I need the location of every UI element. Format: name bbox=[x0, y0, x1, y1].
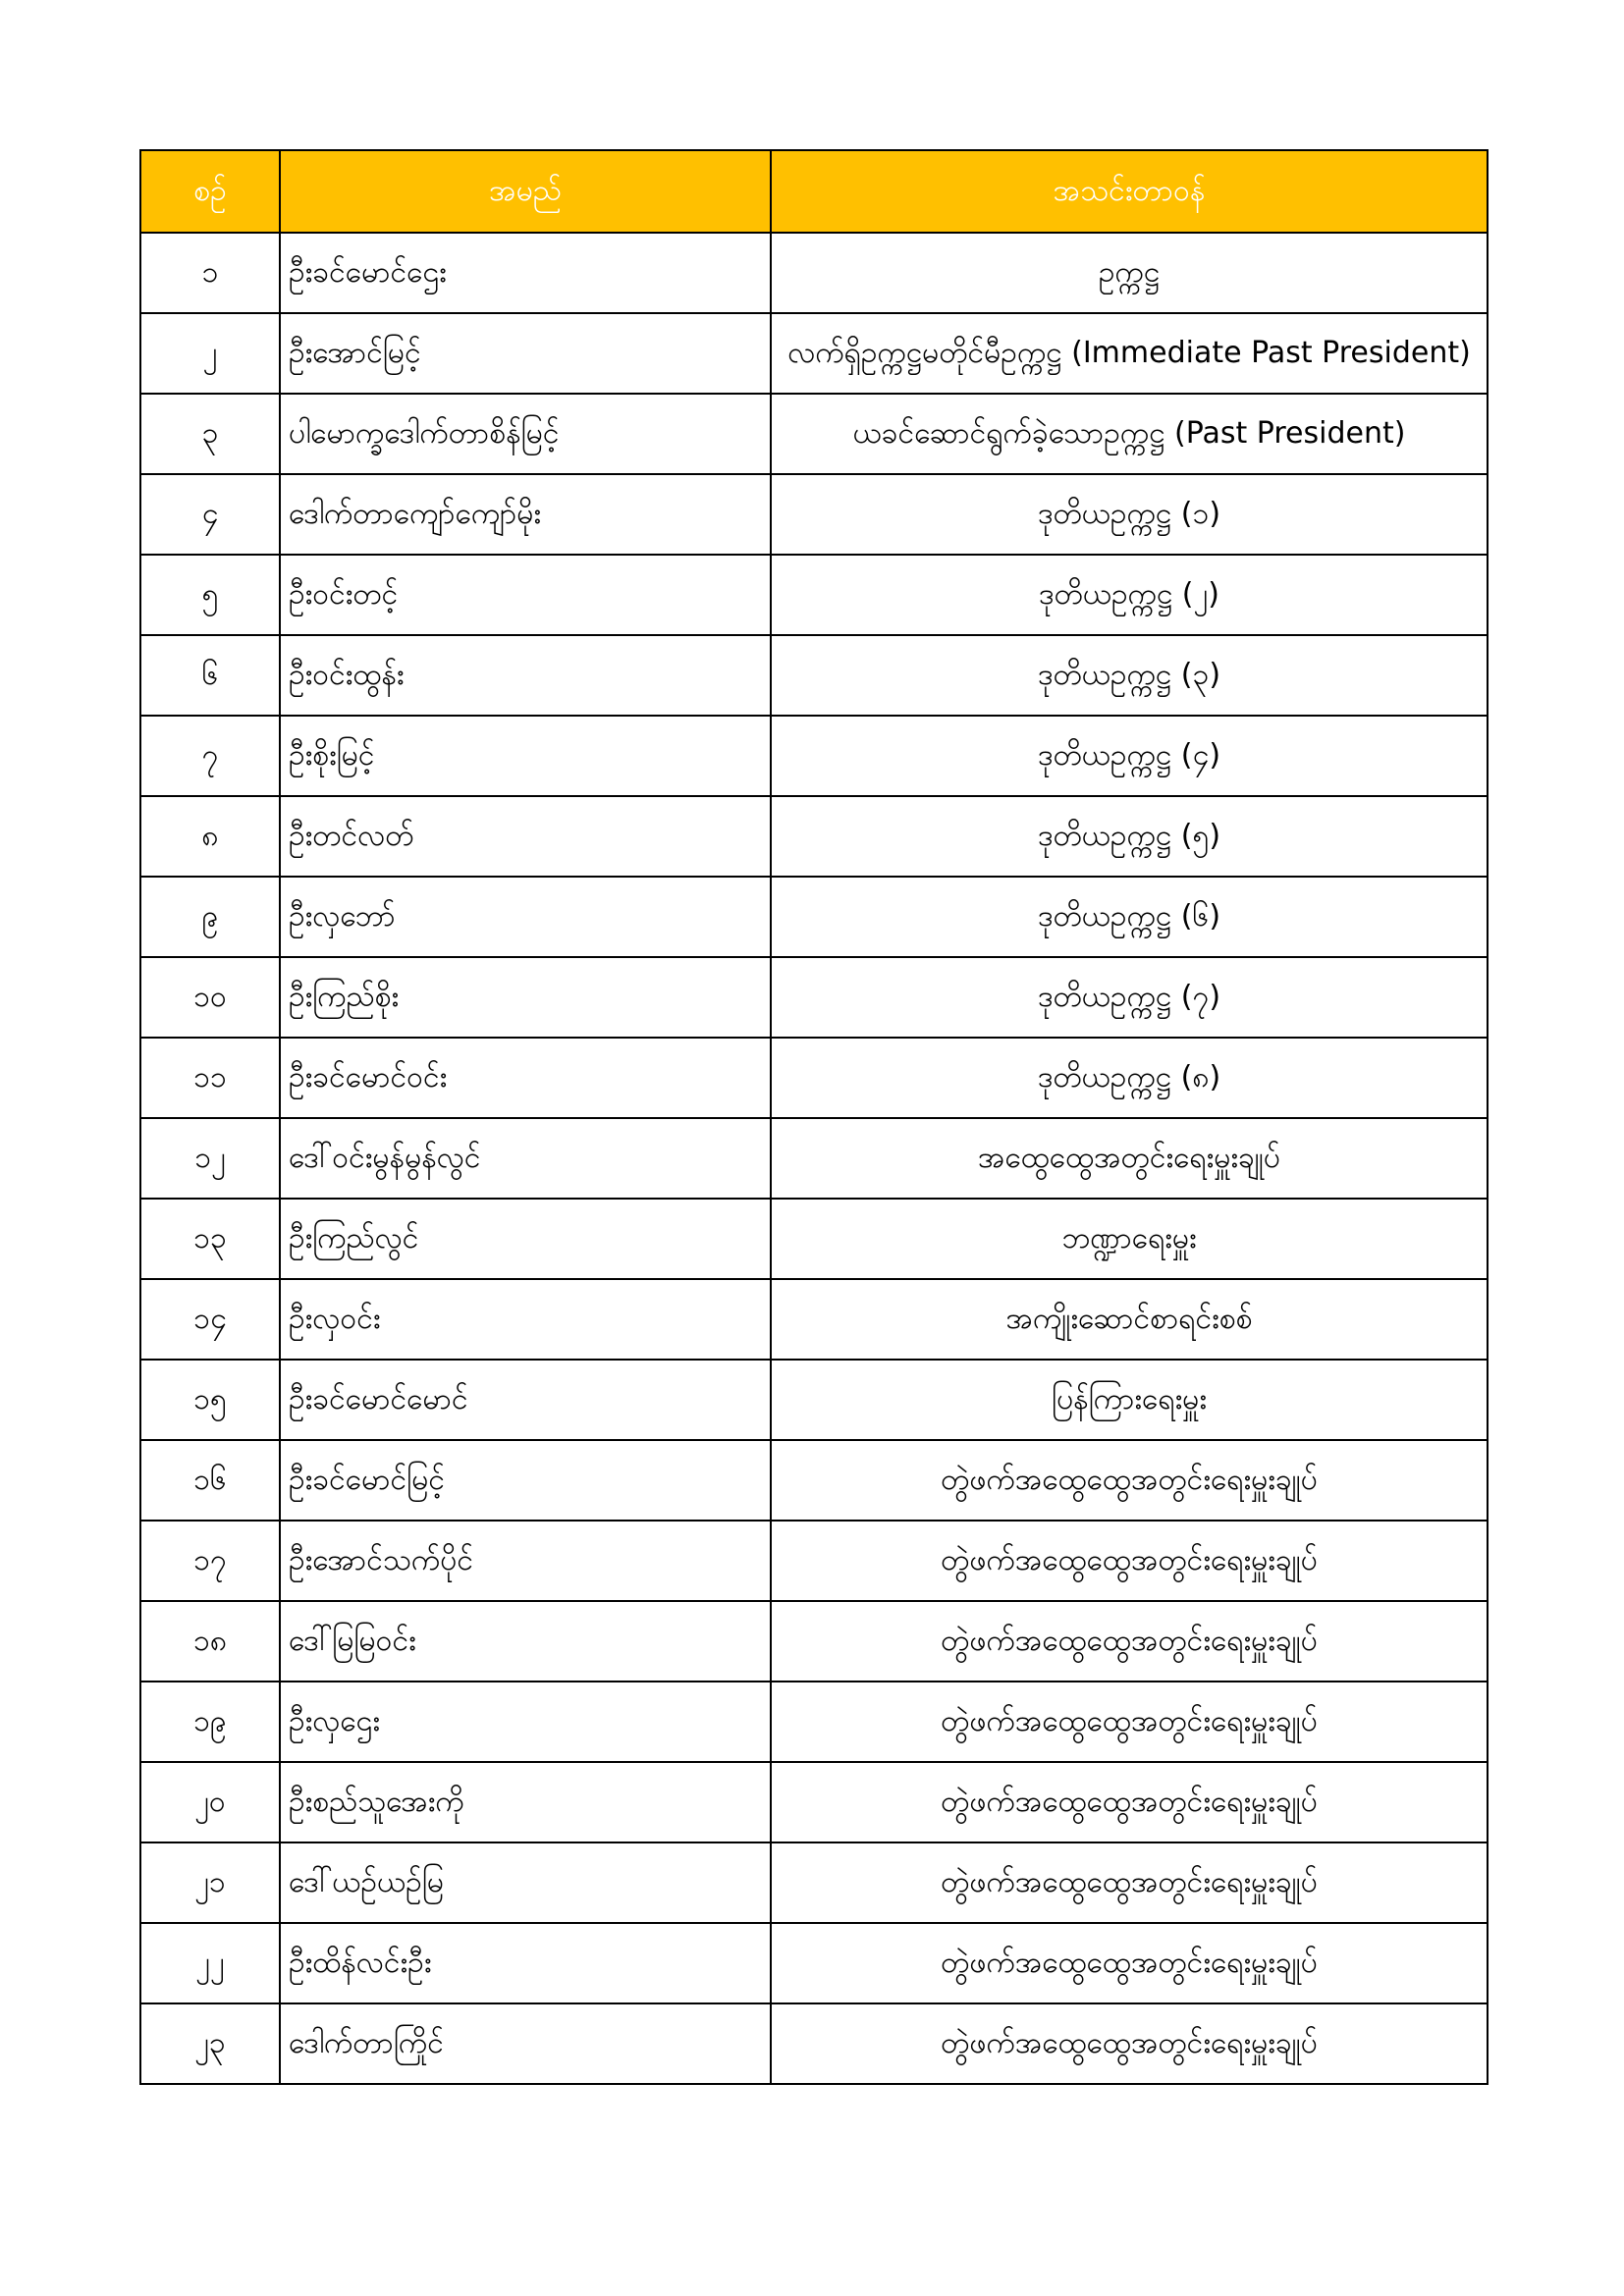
table-row bbox=[140, 1601, 1488, 1682]
member-position: အထွေထွေအတွင်းရေးမှူးချုပ် bbox=[771, 1118, 1488, 1199]
row-number: ၁၄ bbox=[140, 1279, 280, 1360]
table-row bbox=[140, 1842, 1488, 1923]
header-position: အသင်းတာဝန် bbox=[771, 150, 1488, 233]
member-name: ဦးခင်မောင်မောင် bbox=[280, 1360, 771, 1440]
table-row bbox=[140, 1038, 1488, 1118]
member-position: ဥက္ကဋ္ဌ bbox=[771, 233, 1488, 313]
member-position: ဒုတိယဥက္ကဋ္ဌ (၈) bbox=[771, 1038, 1488, 1118]
table-row bbox=[140, 1682, 1488, 1762]
row-number: ၁ bbox=[140, 233, 280, 313]
member-name: ဦးကြည်စိုး bbox=[280, 957, 771, 1038]
member-name: ဦးခင်မောင်ဝင်း bbox=[280, 1038, 771, 1118]
member-name: ဦးလှဘော် bbox=[280, 877, 771, 957]
table-row bbox=[140, 474, 1488, 555]
member-position: ဒုတိယဥက္ကဋ္ဌ (၆) bbox=[771, 877, 1488, 957]
member-position: ပြန်ကြားရေးမှူး bbox=[771, 1360, 1488, 1440]
table-row bbox=[140, 1118, 1488, 1199]
row-number: ၈ bbox=[140, 796, 280, 877]
member-position: တွဲဖက်အထွေထွေအတွင်းရေးမှူးချုပ် bbox=[771, 1842, 1488, 1923]
table-row bbox=[140, 1762, 1488, 1842]
member-position: ယခင်ဆောင်ရွက်ခဲ့သောဥက္ကဋ္ဌ (Past President) bbox=[771, 394, 1488, 474]
member-name: ဦးလှဌေး bbox=[280, 1682, 771, 1762]
member-name: ဒေါ်ယဉ်ယဉ်မြ bbox=[280, 1842, 771, 1923]
table-row bbox=[140, 233, 1488, 313]
table-header bbox=[140, 150, 1488, 233]
row-number: ၂ bbox=[140, 313, 280, 394]
row-number: ၂၂ bbox=[140, 1923, 280, 2003]
member-name: ဦးထိန်လင်းဦး bbox=[280, 1923, 771, 2003]
header-row bbox=[140, 150, 1488, 233]
table-row bbox=[140, 1279, 1488, 1360]
table-row bbox=[140, 957, 1488, 1038]
header-name: အမည် bbox=[280, 150, 771, 233]
member-name: ဦးအောင်သက်ပိုင် bbox=[280, 1521, 771, 1601]
member-position: တွဲဖက်အထွေထွေအတွင်းရေးမှူးချုပ် bbox=[771, 1521, 1488, 1601]
member-name: ဒေါ်ဝင်းမွန်မွန်လွင် bbox=[280, 1118, 771, 1199]
member-position: တွဲဖက်အထွေထွေအတွင်းရေးမှူးချုပ် bbox=[771, 1923, 1488, 2003]
row-number: ၁၂ bbox=[140, 1118, 280, 1199]
member-name: ဦးကြည်လွင် bbox=[280, 1199, 771, 1279]
member-name: ဦးဝင်းထွန်း bbox=[280, 635, 771, 716]
member-name: ဦးတင်လတ် bbox=[280, 796, 771, 877]
member-name: ဦးစည်သူအေးကို bbox=[280, 1762, 771, 1842]
member-position: လက်ရှိဥက္ကဋ္ဌမတိုင်မီဥက္ကဋ္ဌ (Immediate Past President) bbox=[771, 313, 1488, 394]
row-number: ၇ bbox=[140, 716, 280, 796]
row-number: ၂၁ bbox=[140, 1842, 280, 1923]
row-number: ၁၃ bbox=[140, 1199, 280, 1279]
member-position: တွဲဖက်အထွေထွေအတွင်းရေးမှူးချုပ် bbox=[771, 1682, 1488, 1762]
member-position: ဒုတိယဥက္ကဋ္ဌ (၄) bbox=[771, 716, 1488, 796]
row-number: ၅ bbox=[140, 555, 280, 635]
row-number: ၄ bbox=[140, 474, 280, 555]
member-name: ဒေါက်တာကျော်ကျော်မိုး bbox=[280, 474, 771, 555]
member-name: ဦးခင်မောင်ဌေး bbox=[280, 233, 771, 313]
member-name: ဦးခင်မောင်မြင့် bbox=[280, 1440, 771, 1521]
member-position: ဒုတိယဥက္ကဋ္ဌ (၁) bbox=[771, 474, 1488, 555]
member-position: ဒုတိယဥက္ကဋ္ဌ (၂) bbox=[771, 555, 1488, 635]
table-row bbox=[140, 1199, 1488, 1279]
table-row bbox=[140, 877, 1488, 957]
table-row bbox=[140, 796, 1488, 877]
table-body bbox=[140, 233, 1488, 2084]
member-position: တွဲဖက်အထွေထွေအတွင်းရေးမှူးချုပ် bbox=[771, 1762, 1488, 1842]
member-position: တွဲဖက်အထွေထွေအတွင်းရေးမှူးချုပ် bbox=[771, 1440, 1488, 1521]
table-row bbox=[140, 716, 1488, 796]
row-number: ၃ bbox=[140, 394, 280, 474]
table-row bbox=[140, 394, 1488, 474]
row-number: ၁၅ bbox=[140, 1360, 280, 1440]
row-number: ၁၆ bbox=[140, 1440, 280, 1521]
member-name: ဒေါ်မြမြဝင်း bbox=[280, 1601, 771, 1682]
member-name: ဦးဝင်းတင့် bbox=[280, 555, 771, 635]
member-name: ဦးအောင်မြင့် bbox=[280, 313, 771, 394]
member-position: ဒုတိယဥက္ကဋ္ဌ (၇) bbox=[771, 957, 1488, 1038]
member-position: တွဲဖက်အထွေထွေအတွင်းရေးမှူးချုပ် bbox=[771, 1601, 1488, 1682]
row-number: ၁၈ bbox=[140, 1601, 280, 1682]
member-position: တွဲဖက်အထွေထွေအတွင်းရေးမှူးချုပ် bbox=[771, 2003, 1488, 2084]
committee-table bbox=[139, 149, 1489, 2085]
header-no: စဉ် bbox=[140, 150, 280, 233]
member-name: ဦးစိုးမြင့် bbox=[280, 716, 771, 796]
member-position: ဒုတိယဥက္ကဋ္ဌ (၅) bbox=[771, 796, 1488, 877]
table-row bbox=[140, 635, 1488, 716]
table-row bbox=[140, 1360, 1488, 1440]
member-name: ဦးလှဝင်း bbox=[280, 1279, 771, 1360]
row-number: ၂၃ bbox=[140, 2003, 280, 2084]
row-number: ၁၀ bbox=[140, 957, 280, 1038]
table-row bbox=[140, 1521, 1488, 1601]
table-row bbox=[140, 313, 1488, 394]
table-row bbox=[140, 1440, 1488, 1521]
row-number: ၁၉ bbox=[140, 1682, 280, 1762]
row-number: ၂၀ bbox=[140, 1762, 280, 1842]
member-position: အကျိုးဆောင်စာရင်းစစ် bbox=[771, 1279, 1488, 1360]
member-name: ဒေါက်တာကြိုင် bbox=[280, 2003, 771, 2084]
table-row bbox=[140, 1923, 1488, 2003]
table-row bbox=[140, 555, 1488, 635]
row-number: ၁၁ bbox=[140, 1038, 280, 1118]
row-number: ၁၇ bbox=[140, 1521, 280, 1601]
row-number: ၉ bbox=[140, 877, 280, 957]
member-name: ပါမောက္ခဒေါက်တာစိန်မြင့် bbox=[280, 394, 771, 474]
table-row bbox=[140, 2003, 1488, 2084]
row-number: ၆ bbox=[140, 635, 280, 716]
member-position: ဘဏ္ဍာရေးမှူး bbox=[771, 1199, 1488, 1279]
member-position: ဒုတိယဥက္ကဋ္ဌ (၃) bbox=[771, 635, 1488, 716]
